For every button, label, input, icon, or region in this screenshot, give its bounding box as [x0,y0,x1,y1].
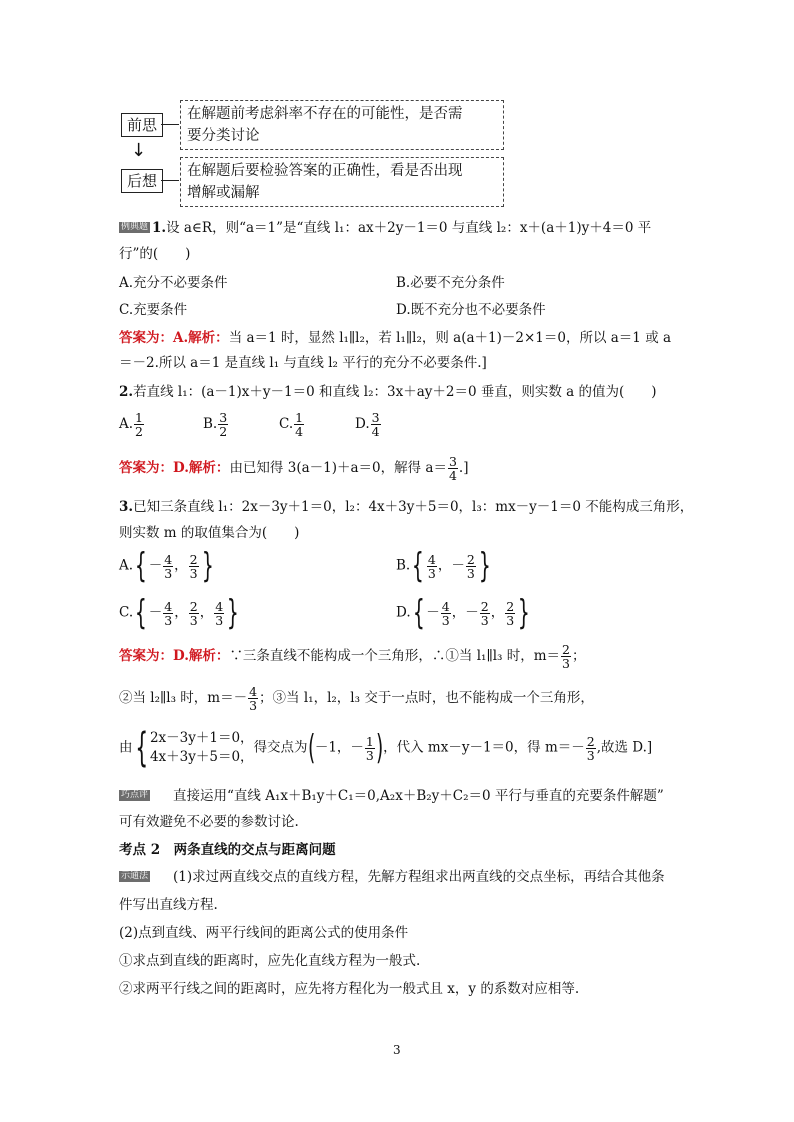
pre-think-text-2: 要分类讨论 [187,128,260,144]
method-line-2: 件写出直线方程. [119,897,218,913]
fraction: $\frac{4}{3}$ [427,551,436,581]
q1-option-b: B.必要不充分条件 [396,275,505,291]
post-think-label: 后想 [121,169,163,193]
set-separator: ， [451,604,466,621]
q1-option-a: A.充分不必要条件 [119,275,228,291]
q1-answer-line-2: ＝－2.所以 a＝1 是直线 l₁ 与直线 l₂ 平行的充分不必要条件.] [119,355,487,371]
typical-question-tag: 例典题 [121,222,149,232]
fraction: $\frac{2}{3}$ [189,551,198,581]
pre-think-box [180,100,504,150]
q3-stem-line-2: 则实数 m 的取值集合为( ) [119,525,300,541]
q2-option-b [203,411,229,438]
q1-option-c: C.充要条件 [119,302,188,318]
fraction: $\frac{2}{3}$ [562,642,570,671]
q3-answer-label: 答案为：D.解析： [119,648,230,664]
comment-line-2: 可有效避免不必要的参数讨论. [119,814,299,830]
set-separator: ， [437,557,452,574]
post-think-text-1: 在解题后要检验答案的正确性，看是否出现 [187,163,463,179]
fraction: $\frac{1}{2}$ [135,410,143,439]
q1-answer-line-1 [119,329,671,347]
fraction: $\frac{2}{3}$ [466,551,475,581]
brace-left: { [412,546,424,586]
minus-sign: － [465,604,479,621]
set-separator: ， [199,604,214,621]
minus-sign: － [148,604,163,621]
option-label: D. [396,604,411,621]
q2-answer-label: 答案为：D.解析： [119,460,230,476]
q2-option-b-label: B. [203,416,218,432]
method-line-3: (2)点到直线、两平行线间的距离公式的使用条件 [119,925,409,941]
connector-line [161,180,179,181]
method-tag: 示通法 [121,871,149,881]
brace-right: } [201,546,214,586]
q1-number: 1. [152,220,167,236]
q2-answer-text: 由已知得 3(a－1)＋a＝0，解得 a＝ [229,460,447,476]
fraction: $\frac{4}{3}$ [164,551,173,581]
fraction: $\frac{4}{3}$ [441,598,450,628]
equation-system: 2x－3y＋1＝0， 4x＋3y＋5＝0， [149,730,254,765]
q3-answer-line-1: 答案为：D.解析：∵三条直线不能构成一个三角形，∴①当 l₁∥l₃ 时，m＝ $\frac{2}{3}$ ； [119,642,586,671]
page-number: 3 [393,1043,401,1057]
section-title: 考点 2 两条直线的交点与距离问题 [119,842,336,858]
fraction: $\frac{2}{3}$ [480,598,489,628]
q2-option-a [119,411,145,438]
fraction: $\frac{4}{3}$ [215,598,224,628]
fraction: $\frac{3}{4}$ [448,454,457,483]
connector-line [161,124,179,125]
pre-think-text-1: 在解题前考虑斜率不存在的可能性，是否需 [187,106,463,122]
set-separator: ， [490,604,505,621]
brace-right: } [518,593,530,633]
q2-answer: 答案为：D.解析：由已知得 3(a－1)＋a＝0，解得 a＝ $\frac{3}{4}$ .] [119,454,469,483]
arrow-down-icon: ↓ [131,140,147,161]
q2-option-d-label: D. [355,416,370,432]
q3-stem-line-1 [119,498,693,516]
option-label: A. [119,557,134,574]
q1-stem-line-2: 行”的( ) [119,246,191,262]
q3-option-c [119,593,241,633]
q3-answer-line-2: ②当 l₂∥l₃ 时，m＝－ $\frac{4}{3}$ ；③当 l₁，l₂，l₃ 交于一点时，也不能构成一个三角形， [119,684,594,713]
method-line-1: (1)求过两直线交点的直线方程，先解方程组求出两直线的交点坐标，再结合其他条 [173,869,665,885]
fraction: $\frac{3}{4}$ [371,410,380,439]
post-think-box [180,157,504,207]
minus-sign: － [148,557,163,574]
q3-number: 3. [119,499,134,515]
fraction: $\frac{3}{2}$ [219,410,228,439]
fraction: $\frac{1}{3}$ [365,733,374,763]
q2-stem [119,383,657,401]
set-separator: ， [174,604,188,621]
set-separator: ， [174,557,188,574]
brace-left: { [412,593,425,633]
q1-answer-label: 答案为：A.解析： [119,330,229,346]
pre-think-label: 前思 [121,113,163,137]
q2-option-c-label: C. [279,416,294,432]
comment-line-1: 直接运用“直线 A₁x＋B₁y＋C₁＝0,A₂x＋B₂y＋C₂＝0 平行与垂直的充要条件解题” [173,788,664,804]
fraction: $\frac{1}{4}$ [295,410,304,439]
q3-option-b [396,546,492,586]
q1-option-d: D.既不充分也不必要条件 [396,302,546,318]
paren-right: ) [375,728,384,768]
q3-option-a [119,546,215,586]
option-label: B. [396,557,411,574]
fraction: $\frac{4}{3}$ [164,598,173,628]
q2-stem-text: 若直线 l₁：(a－1)x＋y－1＝0 和直线 l₂：3x＋ay＋2＝0 垂直，则实数 a 的值为( ) [133,384,657,400]
q3-stem-text-1: 已知三条直线 l₁：2x－3y＋1＝0，l₂：4x＋3y＋5＝0，l₃：mx－y－1＝0 不能构成三角形， [133,499,694,515]
fraction: $\frac{2}{3}$ [506,598,515,628]
minus-sign: － [451,557,465,574]
minus-sign: － [426,604,440,621]
q2-option-d [355,411,382,438]
q1-stem-text-1: 设 a∈R，则“a＝1”是“直线 l₁：ax＋2y－1＝0 与直线 l₂：x＋(a＋1)y＋4＝0 平 [166,220,652,236]
method-line-5: ②求两平行线之间的距离时，应先将方程化为一般式且 x，y 的系数对应相等. [119,981,580,997]
fraction: $\frac{2}{3}$ [586,733,595,763]
q3-answer-line-3: 由{ 2x－3y＋1＝0， 4x＋3y＋5＝0， 得交点为(－1，－ $\frac{1}{3}$ )，代入 mx－y－1＝0，得 m＝－ $\frac{2}{3}$ ,故选 D.] [119,725,653,771]
fraction: $\frac{2}{3}$ [189,598,198,628]
q3-option-d [396,593,532,633]
q2-number: 2. [119,384,134,400]
option-label: C. [119,604,134,621]
comment-tag: 巧点评 [121,790,149,800]
fraction: $\frac{4}{3}$ [249,684,258,713]
q1-stem-line-1 [152,219,651,237]
method-line-4: ①求点到直线的距离时，应先化直线方程为一般式. [119,953,421,969]
brace-left: { [134,546,147,586]
post-think-text-2: 增解或漏解 [187,185,260,201]
q2-option-a-label: A. [119,416,134,432]
paren-left: ( [307,728,315,768]
brace-right: } [227,593,239,633]
q2-option-c [279,411,305,438]
brace-right: } [478,546,491,586]
brace-left: { [135,593,147,633]
system-brace: { [134,725,148,771]
q1-answer-text-1: 当 a＝1 时，显然 l₁∥l₂，若 l₁∥l₂，则 a(a＋1)－2×1＝0，所以 a＝1 或 a [228,330,672,346]
